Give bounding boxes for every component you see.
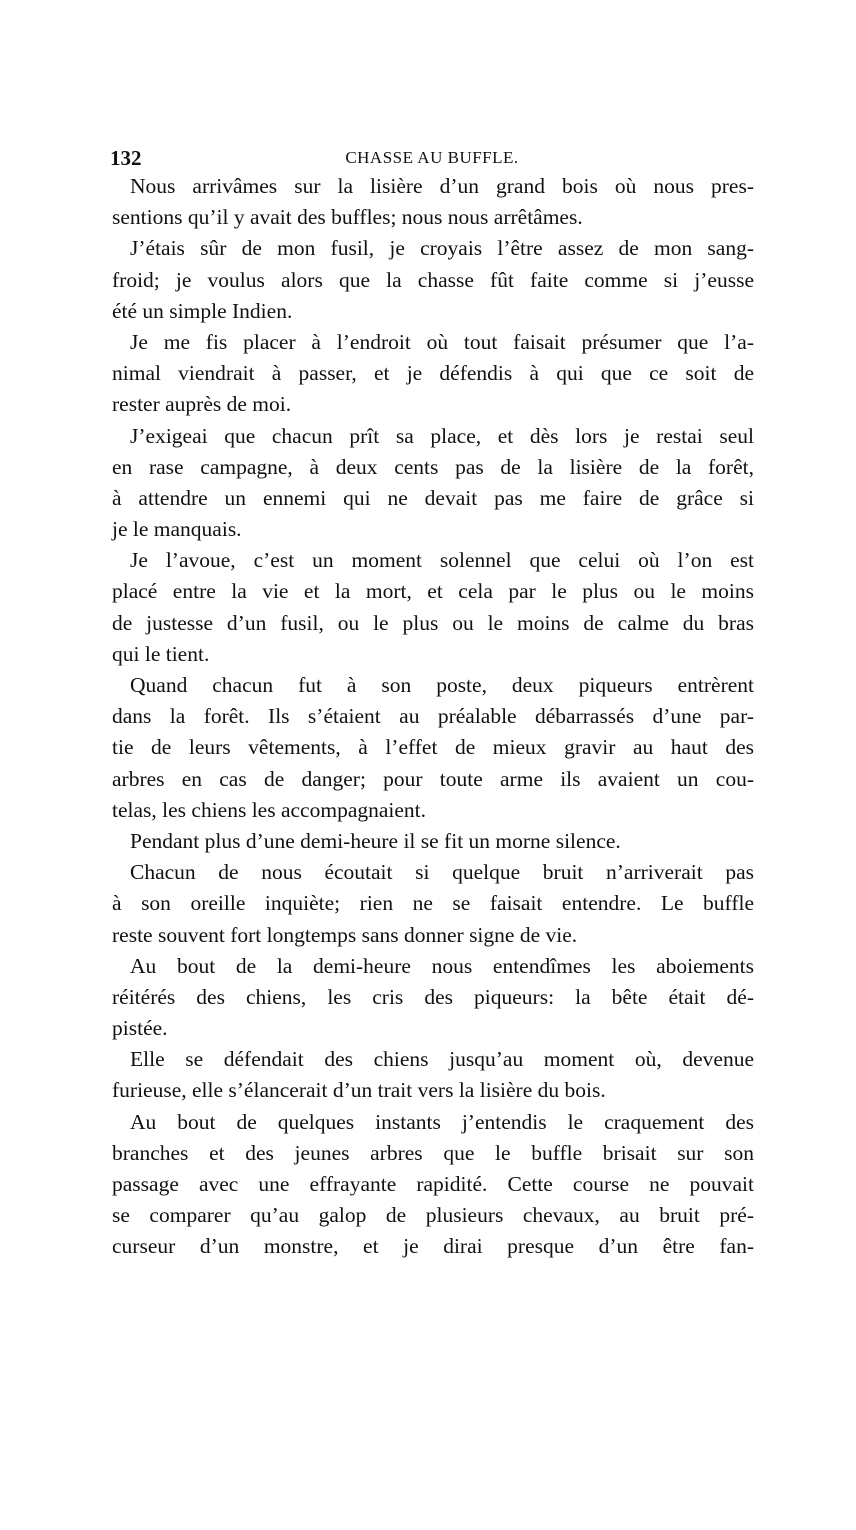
text-line: en rase campagne, à deux cents pas de la lisière de la forêt,	[112, 454, 754, 479]
text-line: branches et des jeunes arbres que le buffle brisait sur son	[112, 1140, 754, 1165]
text-line: sentions qu’il y avait des buffles; nous nous arrêtâmes.	[112, 205, 583, 230]
text-line: je le manquais.	[112, 517, 242, 542]
text-line: Je l’avoue, c’est un moment solennel que celui où l’on est	[130, 548, 754, 573]
text-line: Nous arrivâmes sur la lisière d’un grand bois où nous pres-	[130, 174, 754, 198]
text-line: Quand chacun fut à son poste, deux piqueurs entrèrent	[130, 673, 754, 697]
text-line: telas, les chiens les accompagnaient.	[112, 797, 427, 822]
text-line: J’exigeai que chacun prît sa place, et dès lors je restai seul	[130, 423, 754, 448]
text-line: réitérés des chiens, les cris des piqueurs: la bête était dé-	[112, 984, 754, 1009]
page-number: 132	[110, 146, 142, 170]
text-line: Chacun de nous écoutait si quelque bruit n’arriverait pas	[130, 860, 754, 885]
text-line: curseur d’un monstre, et je dirai presque d’un être fan-	[112, 1234, 754, 1259]
text-line: Je me fis placer à l’endroit où tout faisait présumer que l’a-	[130, 329, 754, 354]
text-line: pistée.	[112, 1016, 168, 1041]
text-line: se comparer qu’au galop de plusieurs chevaux, au bruit pré-	[112, 1203, 754, 1228]
text-line: rester auprès de moi.	[112, 392, 292, 417]
text-line: qui le tient.	[112, 641, 210, 666]
text-line: à son oreille inquiète; rien ne se faisait entendre. Le buffle	[112, 891, 754, 916]
text-line: furieuse, elle s’élancerait d’un trait vers la lisière du bois.	[112, 1078, 606, 1103]
text-line: Au bout de quelques instants j’entendis le craquement des	[130, 1109, 754, 1134]
text-line: Elle se défendait des chiens jusqu’au moment où, devenue	[130, 1047, 754, 1072]
page-body	[112, 171, 754, 1263]
running-header	[110, 146, 754, 174]
text-line: Pendant plus d’une demi-heure il se fit un morne silence.	[130, 828, 621, 853]
text-line: arbres en cas de danger; pour toute arme ils avaient un cou-	[112, 766, 754, 791]
text-line: nimal viendrait à passer, et je défendis à qui que ce soit de	[112, 361, 754, 386]
text-line: passage avec une effrayante rapidité. Cette course ne pouvait	[112, 1172, 754, 1196]
text-line: été un simple Indien.	[112, 298, 293, 323]
text-line: reste souvent fort longtemps sans donner signe de vie.	[112, 922, 578, 947]
text-line: Au bout de la demi-heure nous entendîmes les aboiements	[130, 953, 754, 978]
text-line: froid; je voulus alors que la chasse fût faite comme si j’eusse	[112, 267, 754, 292]
text-line: placé entre la vie et la mort, et cela par le plus ou le moins	[112, 579, 754, 604]
text-line: de justesse d’un fusil, ou le plus ou le moins de calme du bras	[112, 610, 754, 635]
text-line: tie de leurs vêtements, à l’effet de mieux gravir au haut des	[112, 735, 754, 760]
text-line: à attendre un ennemi qui ne devait pas me faire de grâce si	[112, 485, 754, 510]
text-line: J’étais sûr de mon fusil, je croyais l’être assez de mon sang-	[130, 236, 754, 261]
running-title: CHASSE AU BUFFLE.	[345, 148, 519, 167]
text-line: dans la forêt. Ils s’étaient au préalable débarrassés d’une par-	[112, 704, 754, 729]
